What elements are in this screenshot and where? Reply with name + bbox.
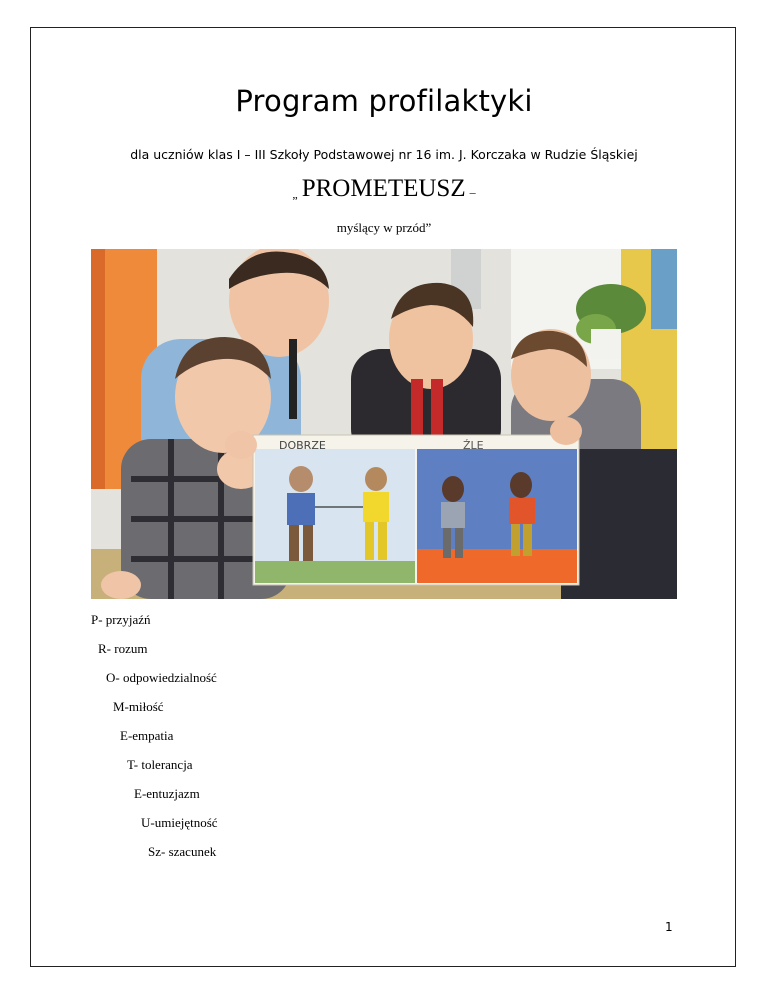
- acrostic-line: O- odpowiedzialność: [106, 670, 217, 685]
- document-subtitle: dla uczniów klas I – III Szkoły Podstawowej nr 16 im. J. Korczaka w Rudzie Śląskiej: [130, 147, 638, 162]
- acrostic-line: P- przyjaźń: [91, 612, 151, 627]
- acrostic-line: M-miłość: [113, 699, 164, 714]
- acrostic-line: T- tolerancja: [127, 757, 193, 772]
- program-name: PROMETEUSZ: [301, 175, 466, 202]
- program-name-line: [0, 175, 768, 203]
- drawing-label-left: DOBRZE: [279, 439, 326, 452]
- acrostic-line: U-umiejętność: [141, 815, 218, 830]
- drawing-label-right: ŹLE: [463, 439, 484, 452]
- program-dash: –: [469, 185, 476, 199]
- acrostic-line: E-entuzjazm: [134, 786, 200, 801]
- program-tagline: myślący w przód”: [336, 220, 432, 235]
- acrostic-line: R- rozum: [98, 641, 148, 656]
- document-title: Program profilaktyki: [235, 84, 533, 118]
- children-drawing-photo: [91, 249, 677, 599]
- acrostic-line: E-empatia: [120, 728, 174, 743]
- opening-quote: „: [292, 187, 298, 201]
- acrostic-line: Sz- szacunek: [148, 844, 217, 859]
- page-number: 1: [665, 920, 673, 934]
